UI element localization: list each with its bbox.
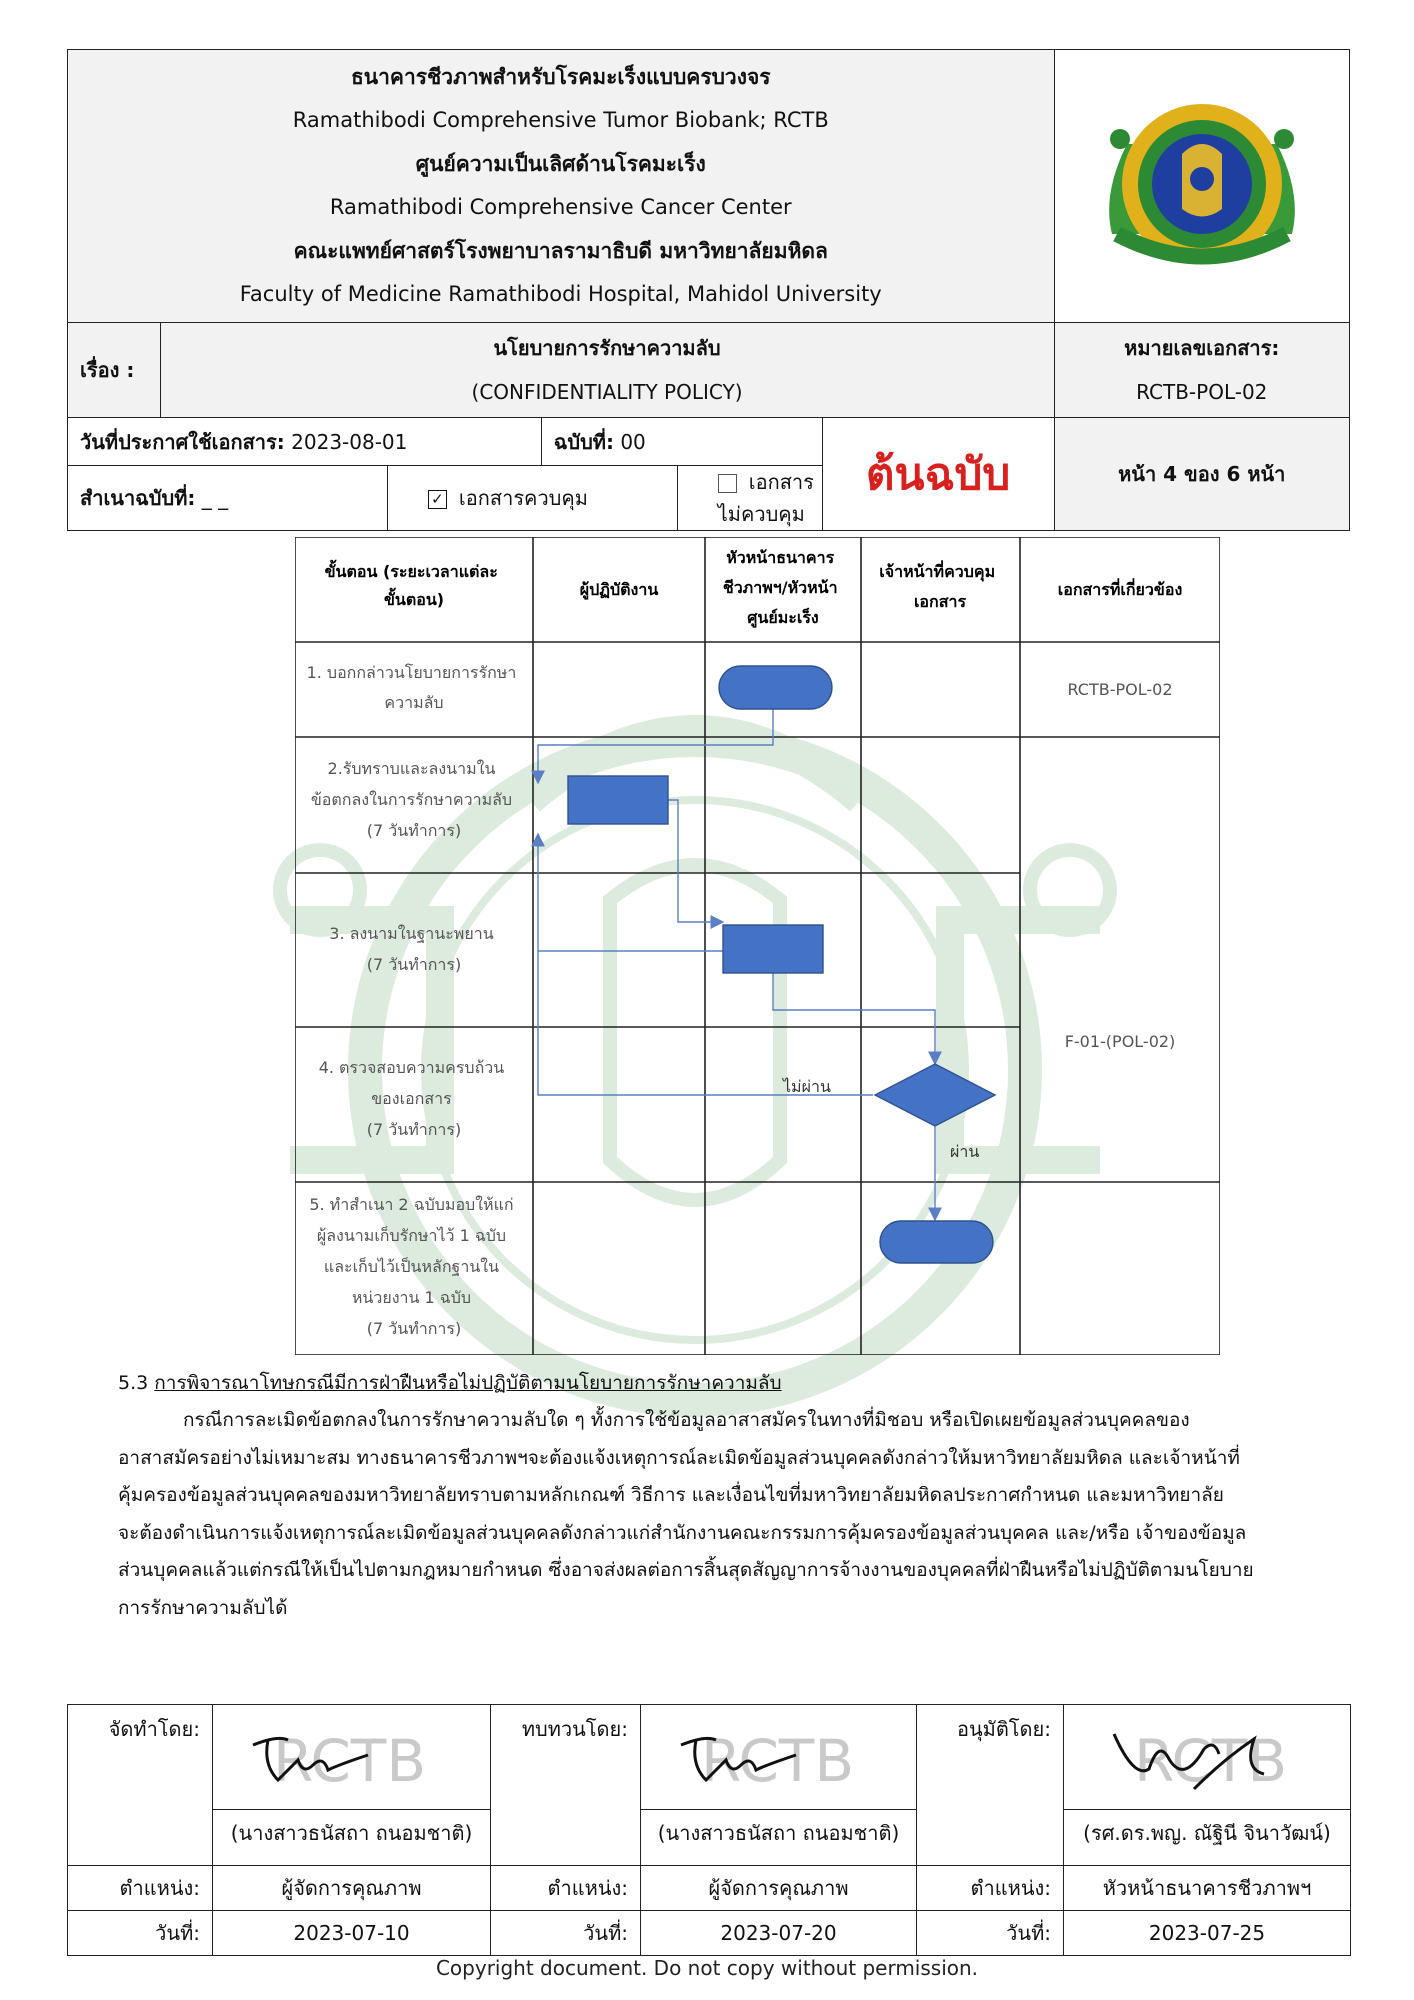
step-2-line-1: 2.รับทราบและลงนามใน <box>327 759 496 778</box>
subject-cell <box>160 323 1054 418</box>
doc-number-label: หมายเลขเอกสาร: <box>1124 336 1280 360</box>
position-label: ตำแหน่ง: <box>68 1866 213 1911</box>
controlled-doc-option[interactable] <box>387 466 677 531</box>
col-header-doc-officer <box>879 560 1001 611</box>
pass-label: ผ่าน <box>950 1142 980 1161</box>
copy-number: _ _ <box>201 486 229 510</box>
title-line-th-3: คณะแพทย์ศาสตร์โรงพยาบาลรามาธิบดี มหาวิทยาลัยมหิดล <box>293 238 828 263</box>
position-label: ตำแหน่ง: <box>917 1866 1064 1911</box>
reviewed-signature-icon <box>666 1725 816 1795</box>
date-label: วันที่: <box>491 1911 641 1956</box>
confidentiality-flowchart <box>295 537 1220 1355</box>
version-cell <box>541 418 822 466</box>
step-3-line-1: 3. ลงนามในฐานะพยาน <box>329 924 494 943</box>
copyright-notice: Copyright document. Do not copy without permission. <box>435 1956 979 1980</box>
col-header-step <box>325 559 504 609</box>
uncontrolled-doc-option[interactable] <box>677 466 822 531</box>
rctb-stamp-icon: RCTB <box>1134 1727 1288 1795</box>
section-title: การพิจารณาโทษกรณีมีการฝ่าฝืนหรือไม่ปฏิบัติตามนโยบายการรักษาความลับ <box>154 1372 782 1394</box>
rctb-stamp-icon: RCTB <box>701 1727 855 1795</box>
rctb-stamp-icon: RCTB <box>273 1727 427 1795</box>
col-header-biobank-head <box>723 548 843 629</box>
step-5-line-2: ผู้ลงนามเก็บรักษาไว้ 1 ฉบับ <box>316 1226 507 1245</box>
col-header-related-docs: เอกสารที่เกี่ยวข้อง <box>1057 580 1183 599</box>
section-paragraph <box>118 1402 1350 1627</box>
prepared-signature-icon <box>238 1725 388 1795</box>
connector-start-to-sign <box>538 709 773 783</box>
paragraph-line: กรณีการละเมิดข้อตกลงในการรักษาความลับใด ๆ ทั้งการใช้ข้อมูลอาสาสมัครในทางที่มิชอบ หรือเปิดเผยข้อมูลส่วนบุคคลของ <box>183 1409 1190 1431</box>
step-4-text <box>319 1058 510 1139</box>
prepared-by-label: จัดทำโดย: <box>68 1705 213 1866</box>
uncontrolled-doc-label: เอกสารไม่ควบคุม <box>717 470 814 526</box>
approved-by-label: อนุมัติโดย: <box>917 1705 1064 1866</box>
step-2-line-2: ข้อตกลงในการรักษาความลับ <box>310 790 513 809</box>
step-5-text <box>309 1195 518 1338</box>
col-header-head-line3: ศูนย์มะเร็ง <box>747 608 819 627</box>
prepared-position: ผู้จัดการคุณภาพ <box>213 1866 491 1911</box>
title-line-th-2: ศูนย์ความเป็นเลิศด้านโรคมะเร็ง <box>415 151 706 176</box>
col-header-step-line1: ขั้นตอน (ระยะเวลาแต่ละ <box>324 562 498 581</box>
col-header-operator: ผู้ปฏิบัติงาน <box>579 580 659 599</box>
mahidol-university-seal-icon <box>1092 84 1312 284</box>
signature-table <box>67 1704 1351 1956</box>
position-label: ตำแหน่ง: <box>491 1866 641 1911</box>
approved-signature-cell <box>1064 1705 1351 1866</box>
effective-date-cell <box>68 418 542 466</box>
approved-name: (รศ.ดร.พญ. ณัฐินี จินาวัฒน์) <box>1083 1821 1331 1845</box>
subject-title-en: (CONFIDENTIALITY POLICY) <box>471 380 743 404</box>
step-1-text <box>307 663 522 712</box>
effective-date-label: วันที่ประกาศใช้เอกสาร: <box>80 429 285 454</box>
reviewed-signature-cell <box>641 1705 917 1866</box>
section-heading <box>118 1368 1350 1398</box>
sign-agreement-process-shape <box>568 776 668 824</box>
witness-signature-process-shape <box>723 925 823 973</box>
doc-number-cell <box>1054 323 1349 418</box>
approved-position: หัวหน้าธนาคารชีวภาพฯ <box>1064 1866 1351 1911</box>
step-5-line-4: หน่วยงาน 1 ฉบับ <box>351 1288 472 1307</box>
title-line-en-2: Ramathibodi Comprehensive Cancer Center <box>329 195 792 219</box>
paragraph-line: จะต้องดำเนินการแจ้งเหตุการณ์ละเมิดข้อมูลส่วนบุคคลดังกล่าวแก่สำนักงานคณะกรรมการคุ้มครองข้อมูลส่วนบุคคล และ/หรือ เจ้าของข้อมูล <box>118 1521 1247 1544</box>
step-5-line-1: 5. ทำสำเนา 2 ฉบับมอบให้แก่ <box>309 1195 514 1214</box>
prepared-date: 2023-07-10 <box>213 1911 491 1956</box>
approved-date: 2023-07-25 <box>1064 1911 1351 1956</box>
version-number: 00 <box>620 429 646 454</box>
paragraph-line: การรักษาความลับได้ <box>118 1596 288 1619</box>
step-5-line-3: และเก็บไว้เป็นหลักฐานใน <box>323 1257 500 1276</box>
date-label: วันที่: <box>917 1911 1064 1956</box>
end-terminator-shape <box>880 1221 993 1263</box>
version-label: ฉบับที่: <box>553 429 614 454</box>
step-4-line-3: (7 วันทำการ) <box>366 1120 462 1139</box>
controlled-checkbox-checked-icon[interactable]: ✓ <box>428 490 447 509</box>
approved-signature-icon <box>1094 1719 1294 1799</box>
section-number: 5.3 <box>118 1372 149 1394</box>
step-4-line-1: 4. ตรวจสอบความครบถ้วน <box>318 1058 505 1077</box>
step-2-text <box>311 759 517 840</box>
reviewed-by-label: ทบทวนโดย: <box>491 1705 641 1866</box>
uncontrolled-checkbox-icon[interactable] <box>718 474 737 493</box>
prepared-signature-cell <box>213 1705 491 1866</box>
doc-number: RCTB-POL-02 <box>1136 380 1268 404</box>
step-5-line-5: (7 วันทำการ) <box>366 1319 462 1338</box>
subject-title-th: นโยบายการรักษาความลับ <box>493 336 721 360</box>
header-title-block <box>68 50 1055 323</box>
page-info: หน้า 4 ของ 6 หน้า <box>1054 418 1349 531</box>
original-copy-stamp: ต้นฉบับ <box>865 449 1011 500</box>
reviewed-position: ผู้จัดการคุณภาพ <box>641 1866 917 1911</box>
col-header-officer-line2: เอกสาร <box>913 592 967 611</box>
controlled-doc-label: เอกสารควบคุม <box>458 486 588 510</box>
related-doc-step-4: F-01-(POL-02) <box>1064 1032 1176 1051</box>
title-line-th-1: ธนาคารชีวภาพสำหรับโรคมะเร็งแบบครบวงจร <box>350 64 771 89</box>
connector-witness-back-to-sign <box>538 834 725 951</box>
copy-number-cell <box>68 466 388 531</box>
original-stamp-cell <box>822 418 1054 531</box>
prepared-name: (นางสาวธนัสถา ถนอมชาติ) <box>230 1821 473 1845</box>
logo-cell <box>1054 50 1349 323</box>
date-label: วันที่: <box>68 1911 213 1956</box>
document-header <box>67 49 1350 531</box>
start-terminator-shape <box>719 666 832 709</box>
step-4-line-2: ของเอกสาร <box>371 1089 452 1108</box>
title-line-en-1: Ramathibodi Comprehensive Tumor Biobank; RCTB <box>292 108 829 132</box>
step-3-line-2: (7 วันทำการ) <box>366 955 462 974</box>
step-1-line-2: ความลับ <box>384 693 444 712</box>
title-line-en-3: Faculty of Medicine Ramathibodi Hospital, Mahidol University <box>239 282 882 306</box>
col-header-head-line2: ชีวภาพฯ/หัวหน้า <box>722 578 838 597</box>
prepared-signature-area <box>213 1705 490 1810</box>
paragraph-line: คุ้มครองข้อมูลส่วนบุคคลของมหาวิทยาลัยทราบตามหลักเกณฑ์ วิธีการ และเงื่อนไขที่มหาวิทยาลัยมหิดลประกาศกำหนด และมหาวิทยาลัย <box>118 1484 1224 1506</box>
step-2-line-3: (7 วันทำการ) <box>366 821 462 840</box>
paragraph-line: อาสาสมัครอย่างไม่เหมาะสม ทางธนาคารชีวภาพฯจะต้องแจ้งเหตุการณ์ละเมิดข้อมูลส่วนบุคคลดังกล่าวให้มหาวิทยาลัยมหิดล และเจ้าหน้าที่ <box>118 1446 1240 1469</box>
step-1-line-1: 1. บอกกล่าวนโยบายการรักษา <box>306 663 517 682</box>
col-header-officer-line1: เจ้าหน้าที่ควบคุม <box>879 562 996 581</box>
reviewed-signature-area <box>641 1705 916 1810</box>
related-doc-step-1: RCTB-POL-02 <box>1067 680 1173 699</box>
col-header-step-line2: ขั้นตอน) <box>383 590 445 609</box>
copy-number-label: สำเนาฉบับที่: <box>80 486 196 510</box>
reviewed-name: (นางสาวธนัสถา ถนอมชาติ) <box>657 1821 900 1845</box>
reviewed-date: 2023-07-20 <box>641 1911 917 1956</box>
subject-label: เรื่อง : <box>68 323 161 418</box>
step-3-text <box>329 924 498 974</box>
paragraph-line: ส่วนบุคคลแล้วแต่กรณีให้เป็นไปตามกฎหมายกำหนด ซึ่งอาจส่งผลต่อการสิ้นสุดสัญญาการจ้างงานของบุคคลที่ฝ่าฝืนหรือไม่ปฏิบัติตามนโยบาย <box>118 1559 1254 1581</box>
completeness-check-decision-shape <box>875 1064 995 1126</box>
approved-signature-area <box>1064 1705 1350 1810</box>
fail-label: ไม่ผ่าน <box>783 1077 831 1096</box>
effective-date: 2023-08-01 <box>291 429 408 454</box>
col-header-head-line1: หัวหน้าธนาคาร <box>726 548 835 567</box>
